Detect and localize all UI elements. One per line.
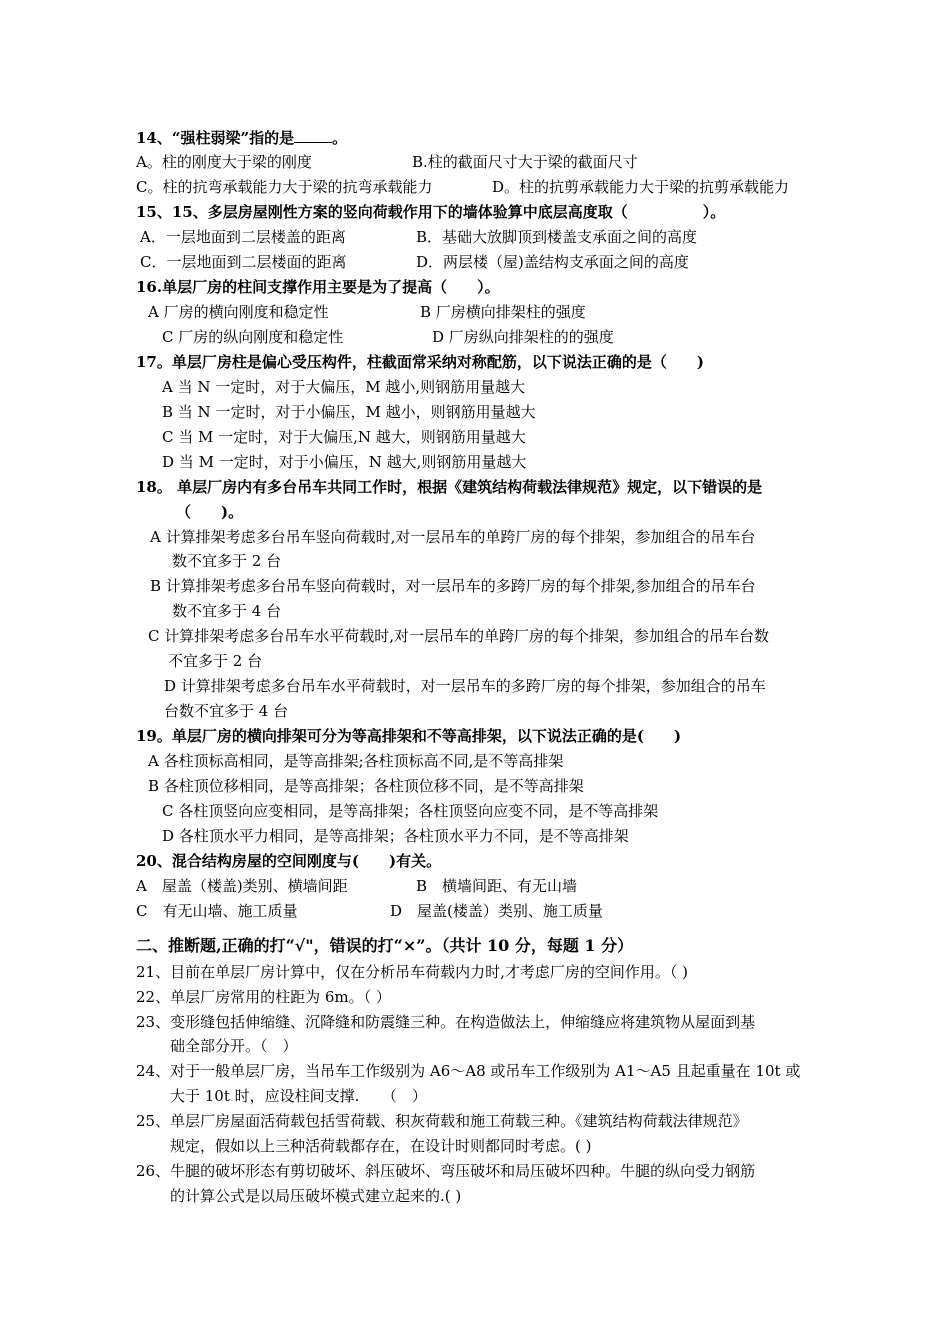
question-17-stem: 17。单层厂房柱是偏心受压构件，柱截面常采纳对称配筋，以下说法正确的是（ ) [136,353,704,371]
question-18-option-b-cont: 数不宜多于 4 台 [172,602,282,620]
question-23-cont: 础全部分开。（ ） [170,1037,298,1055]
question-14-option-b: B.柱的截面尺寸大于梁的截面尺寸 [412,153,638,171]
question-19-option-c: C 各柱顶竖向应变相同，是等高排架；各柱顶竖向应变不同，是不等高排架 [162,802,659,820]
question-20-option-d: D 屋盖(楼盖）类别、施工质量 [390,902,603,920]
question-25: 25、单层厂房屋面活荷载包括雪荷载、积灰荷载和施工荷载三种。《建筑结构荷载法律规范》 [136,1112,748,1130]
question-21: 21、目前在单层厂房计算中，仅在分析吊车荷载内力时,才考虑厂房的空间作用。（ ) [136,963,688,981]
question-20-stem: 20、混合结构房屋的空间刚度与( )有关。 [136,852,442,870]
question-24-cont: 大于 10t 时，应设柱间支撑. （ ） [170,1087,427,1105]
question-15-option-c: C．一层地面到二层楼面的距离 [140,253,347,271]
question-14-stem-text: 14、“强柱弱梁”指的是 [136,129,295,147]
question-19-option-d: D 各柱顶水平力相同，是等高排架；各柱顶水平力不同，是不等高排架 [162,827,629,845]
section-2-heading: 二、推断题,正确的打“√"，错误的打“×”。（共计 10 分，每题 1 分） [136,936,634,955]
question-23: 23、变形缝包括伸缩缝、沉降缝和防震缝三种。在构造做法上，伸缩缝应将建筑物从屋面到基 [136,1013,756,1031]
question-19-stem: 19。单层厂房的横向排架可分为等高排架和不等高排架，以下说法正确的是( ) [136,727,682,745]
question-18-option-a: A 计算排架考虑多台吊车竖向荷载时,对一层吊车的单跨厂房的每个排架，参加组合的吊车台 [150,528,756,546]
question-14-option-a: A。柱的刚度大于梁的刚度 [136,153,312,171]
question-20-option-b: B 横墙间距、有无山墙 [416,877,578,895]
question-18-option-b: B 计算排架考虑多台吊车竖向荷载时，对一层吊车的多跨厂房的每个排架,参加组合的吊车台 [150,577,756,595]
question-17-option-d: D 当 M 一定时，对于小偏压，N 越大,则钢筋用量越大 [162,453,527,471]
question-14-option-c: C。柱的抗弯承载能力大于梁的抗弯承载能力 [136,178,433,196]
answer-blank [294,128,332,143]
question-16-stem: 16.单层厂房的柱间支撑作用主要是为了提高（ ）。 [136,278,500,296]
question-15-stem: 15、15、多层房屋刚性方案的竖向荷载作用下的墙体验算中底层高度取（ ）。 [136,203,726,221]
question-16-option-a: A 厂房的横向刚度和稳定性 [148,303,329,321]
question-18-option-d-cont: 台数不宜多于 4 台 [164,702,289,720]
question-16-option-b: B 厂房横向排架柱的强度 [420,303,586,321]
question-18-option-c-cont: 不宜多于 2 台 [168,652,263,670]
question-14-stem [136,128,347,148]
question-15-option-b: B．基础大放脚顶到楼盖支承面之间的高度 [416,228,698,246]
question-19-option-a: A 各柱顶标高相同，是等高排架;各柱顶标高不同,是不等高排架 [148,752,564,770]
question-26: 26、牛腿的破坏形态有剪切破坏、斜压破坏、弯压破坏和局压破坏四种。牛腿的纵向受力钢筋 [136,1162,756,1180]
question-18-option-a-cont: 数不宜多于 2 台 [172,552,282,570]
question-22: 22、单层厂房常用的柱距为 6m。（ ） [136,988,391,1006]
question-14-option-d: D。柱的抗剪承载能力大于梁的抗剪承载能力 [492,178,790,196]
question-25-cont: 规定，假如以上三种活荷载都存在，在设计时则都同时考虑。( ) [170,1137,592,1155]
question-16-option-d: D 厂房纵向排架柱的的强度 [432,328,614,346]
question-17-option-b: B 当 N 一定时，对于小偏压，M 越小，则钢筋用量越大 [162,403,536,421]
question-14-stem-end: 。 [332,129,348,147]
question-18-stem-continued: （ )。 [176,503,244,521]
question-20-option-c: C 有无山墙、施工质量 [136,902,298,920]
question-18-option-d: D 计算排架考虑多台吊车水平荷载时，对一层吊车的多跨厂房的每个排架，参加组合的吊车 [164,677,766,695]
question-17-option-c: C 当 M 一定时，对于大偏压,N 越大，则钢筋用量越大 [162,428,526,446]
question-20-option-a: A 屋盖（楼盖)类别、横墙间距 [136,877,348,895]
question-26-cont: 的计算公式是以局压破坏模式建立起来的.( ) [170,1187,462,1205]
question-16-option-c: C 厂房的纵向刚度和稳定性 [162,328,344,346]
question-18-stem: 18。 单层厂房内有多台吊车共同工作时，根据《建筑结构荷载法律规范》规定，以下错误的是 [136,478,763,496]
question-17-option-a: A 当 N 一定时，对于大偏压，M 越小,则钢筋用量越大 [162,378,526,396]
question-19-option-b: B 各柱顶位移相同，是等高排架；各柱顶位移不同，是不等高排架 [148,777,584,795]
question-15-option-d: D．两层楼（屋)盖结构支承面之间的高度 [416,253,689,271]
question-18-option-c: C 计算排架考虑多台吊车水平荷载时,对一层吊车的单跨厂房的每个排架，参加组合的吊车台数 [148,627,770,645]
question-24: 24、对于一般单层厂房，当吊车工作级别为 A6～A8 或吊车工作级别为 A1～A5 且起重量在 10t 或 [136,1062,801,1080]
question-15-option-a: A．一层地面到二层楼盖的距离 [140,228,346,246]
